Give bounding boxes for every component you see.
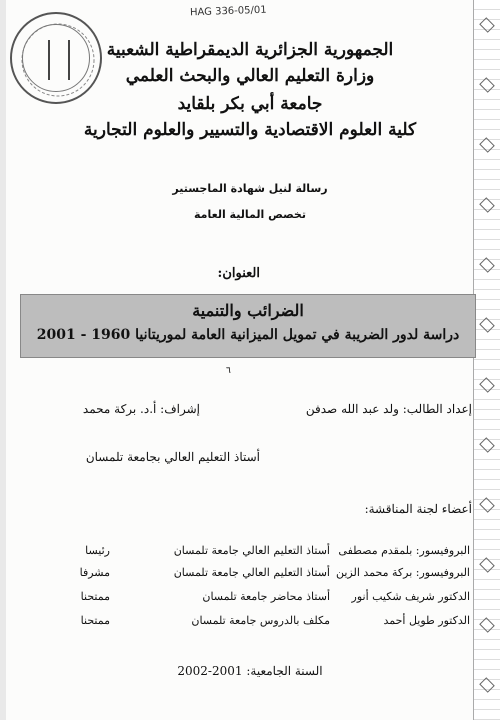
reference-number: HAG 336-05/01 bbox=[189, 4, 267, 19]
member-role: رئيسا bbox=[85, 544, 110, 557]
border-ornament bbox=[479, 617, 495, 633]
scan-left-edge bbox=[0, 0, 6, 720]
border-ornament bbox=[479, 77, 495, 93]
member-name: الدكتور شريف شكيب أنور bbox=[351, 590, 470, 603]
member-title: مكلف بالدروس جامعة تلمسان bbox=[191, 614, 330, 627]
committee-heading: أعضاء لجنة المناقشة: bbox=[364, 502, 472, 516]
member-name: البروفيسور: بلمقدم مصطفى bbox=[338, 544, 470, 557]
border-ornament bbox=[479, 317, 495, 333]
border-ornament bbox=[479, 257, 495, 273]
member-role: ممتحنا bbox=[80, 590, 110, 603]
border-ornament bbox=[479, 497, 495, 513]
border-ornament bbox=[479, 677, 495, 693]
specialty-line: تخصص المالية العامة bbox=[194, 208, 306, 221]
border-ornament bbox=[479, 557, 495, 573]
border-ornament bbox=[479, 437, 495, 453]
border-ornament bbox=[479, 197, 495, 213]
member-role: مشرفا bbox=[79, 566, 110, 579]
supervisor-title: أستاذ التعليم العالي بجامعة تلمسان bbox=[85, 450, 260, 464]
degree-line: رسالة لنيل شهادة الماجستير bbox=[172, 182, 328, 195]
academic-year: السنة الجامعية: 2001-2002 bbox=[177, 664, 323, 678]
decorative-border bbox=[473, 0, 500, 720]
member-title: أستاذ التعليم العالي جامعة تلمسان bbox=[173, 566, 330, 579]
committee-row bbox=[50, 614, 470, 630]
member-role: ممتحنا bbox=[80, 614, 110, 627]
border-ornament bbox=[479, 377, 495, 393]
main-title: الضرائب والتنمية bbox=[192, 301, 304, 320]
border-ornament bbox=[479, 17, 495, 33]
member-name: الدكتور طويل أحمد bbox=[383, 614, 470, 627]
committee-row bbox=[50, 566, 470, 582]
subtitle: دراسة لدور الضريبة في تمويل الميزانية العامة لموريتانيا 1960 - 2001 bbox=[36, 327, 460, 343]
title-box bbox=[20, 294, 476, 358]
republic-name: الجمهورية الجزائرية الديمقراطية الشعبية bbox=[106, 40, 394, 60]
supervisor: إشراف: أ.د. بركة محمد bbox=[82, 402, 200, 416]
member-title: أستاذ محاضر جامعة تلمسان bbox=[202, 590, 330, 603]
title-label: العنوان: bbox=[217, 266, 260, 281]
member-name: البروفيسور: بركة محمد الزين bbox=[336, 566, 470, 579]
border-ornament bbox=[479, 137, 495, 153]
faculty-name: كلية العلوم الاقتصادية والتسيير والعلوم التجارية bbox=[83, 120, 417, 140]
prepared-by: إعداد الطالب: ولد عبد الله صدفن bbox=[305, 402, 472, 416]
committee-row bbox=[50, 544, 470, 560]
member-title: أستاذ التعليم العالي جامعة تلمسان bbox=[173, 544, 330, 557]
handwritten-mark: ٦ bbox=[226, 366, 231, 376]
university-name: جامعة أبي بكر بلقايد bbox=[177, 94, 323, 114]
committee-row bbox=[50, 590, 470, 606]
ministry-name: وزارة التعليم العالي والبحث العلمي bbox=[125, 66, 375, 86]
